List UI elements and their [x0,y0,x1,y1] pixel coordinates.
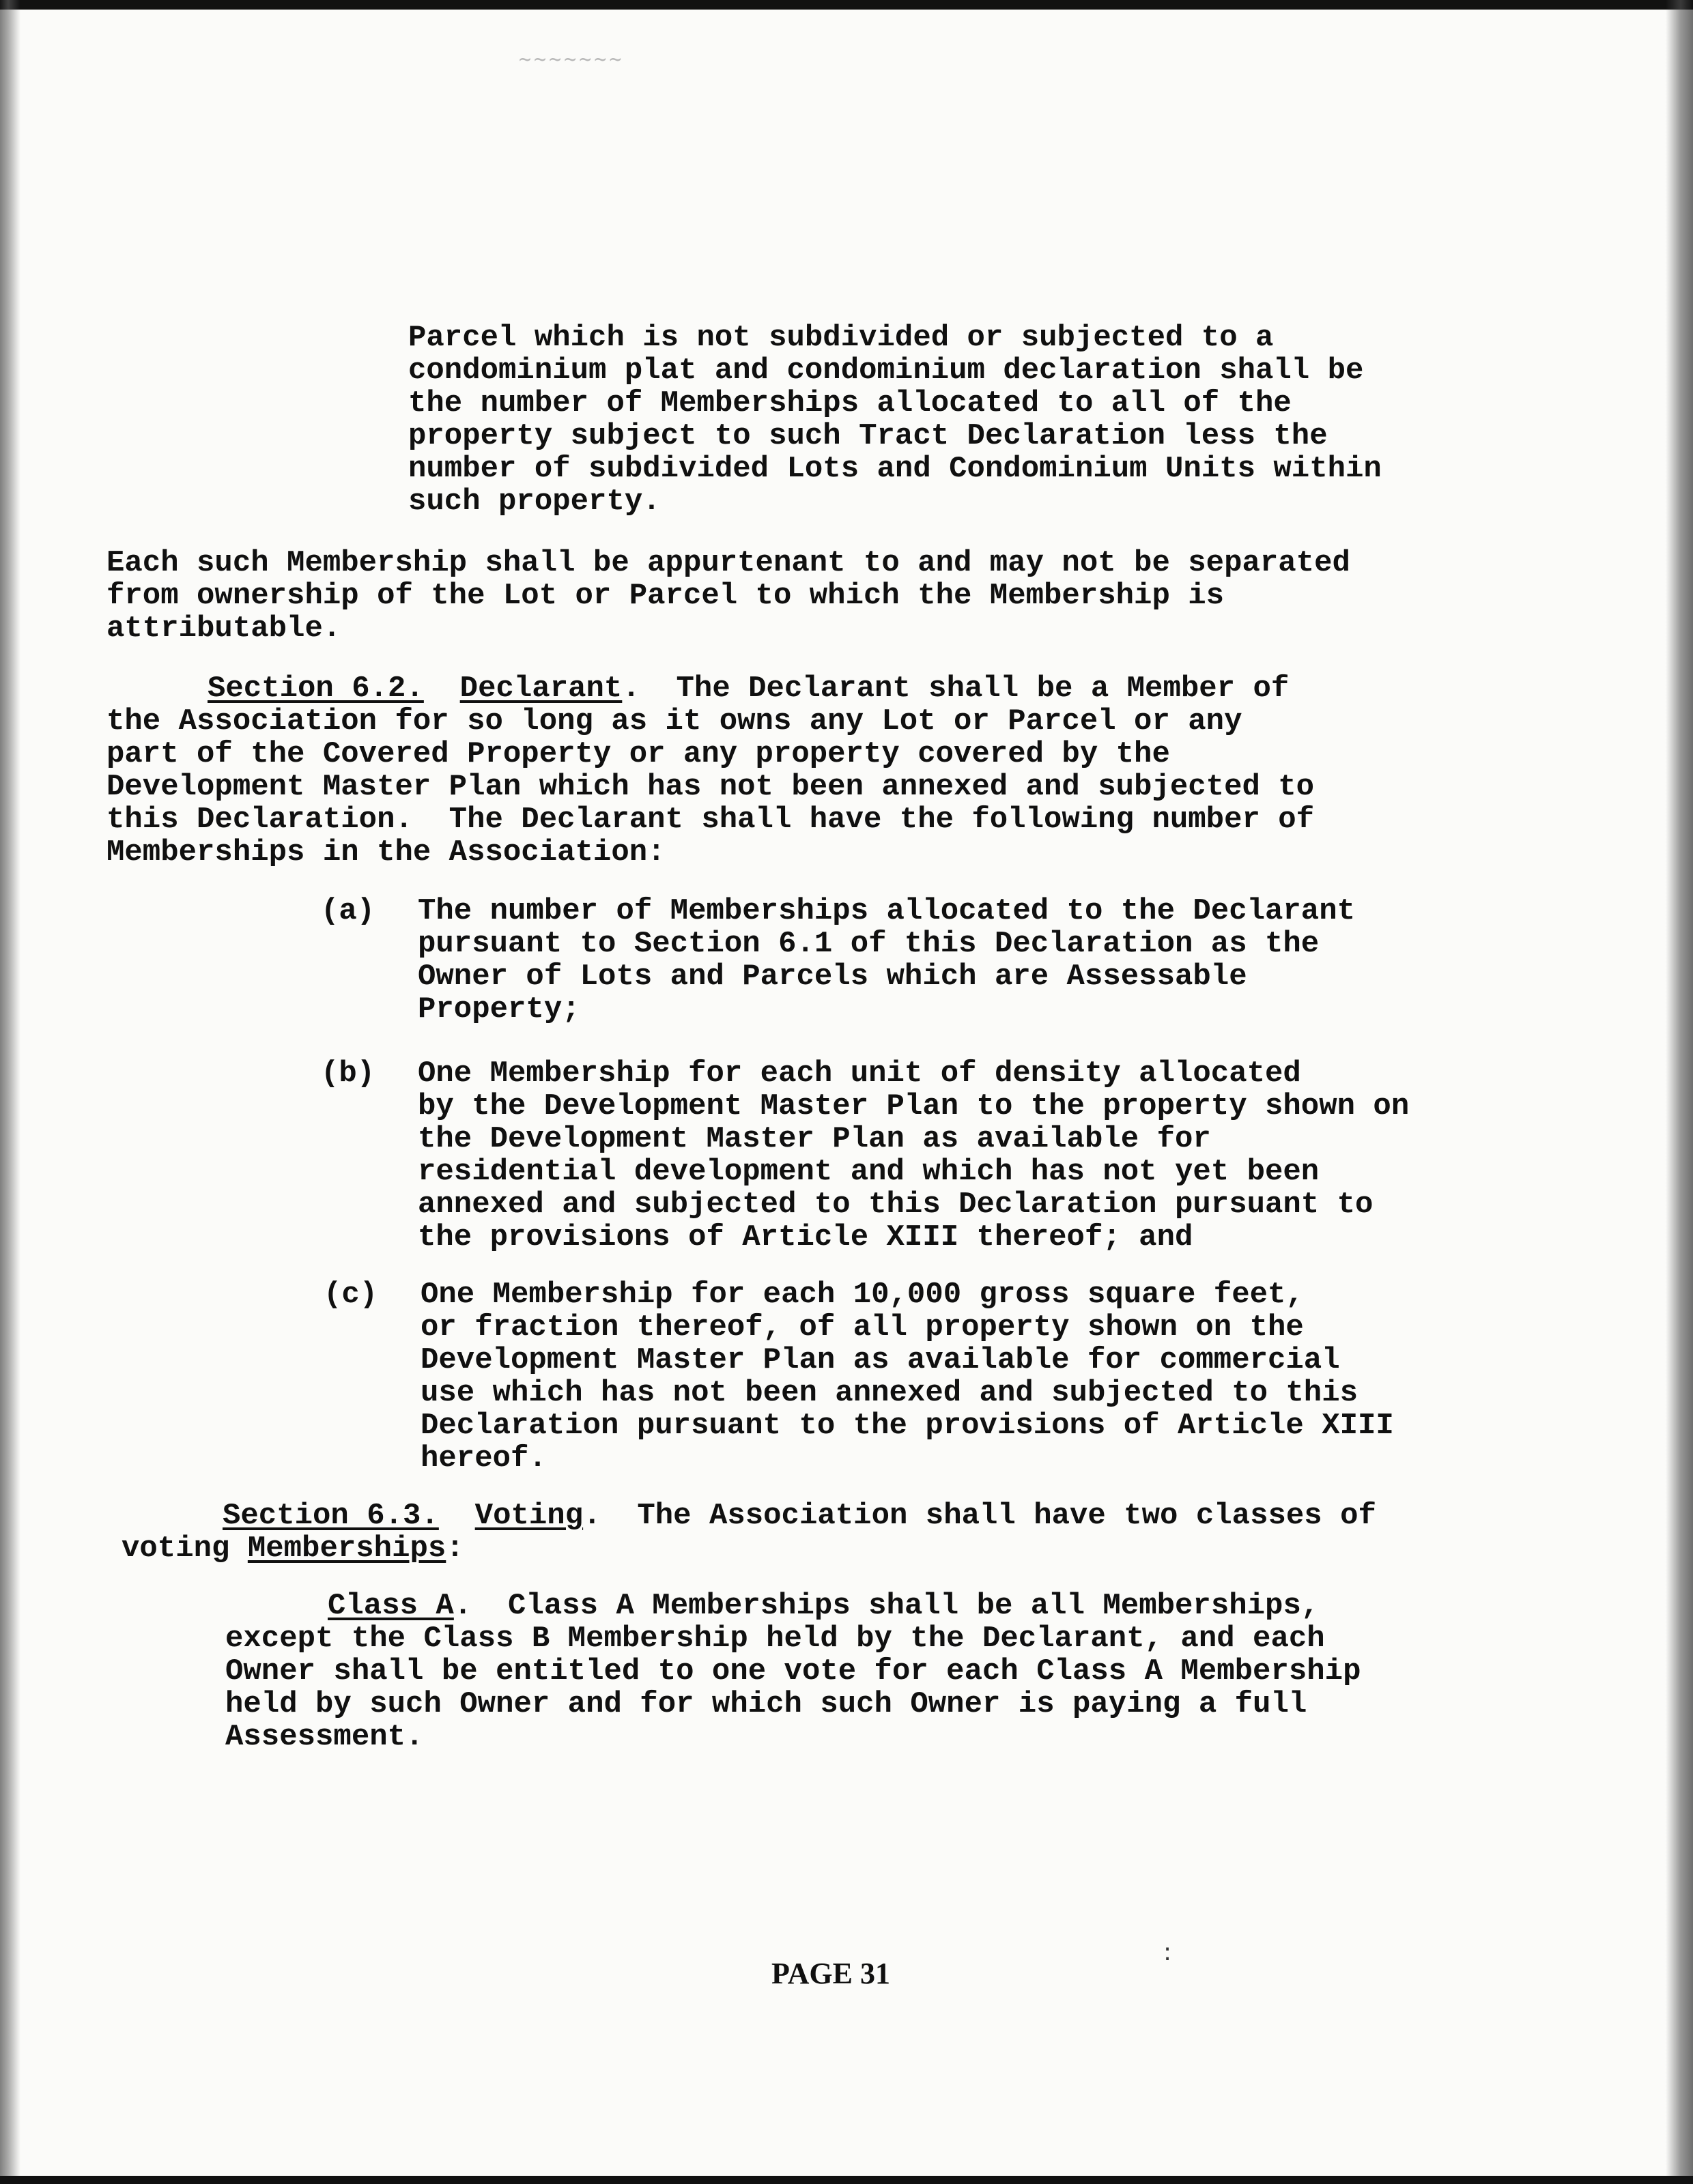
scan-top-edge [0,0,1693,10]
underlined-term: Memberships [247,1532,446,1566]
text-line: Assessment. [225,1720,424,1754]
class-intro-text: . Class A Memberships shall be all Memberships, [453,1589,1320,1623]
text-line: pursuant to Section 6.1 of this Declaration as the [418,927,1320,961]
text-line: condominium plat and condominium declaration shall be [408,354,1364,388]
text-line: the provisions of Article XIII thereof; and [418,1220,1193,1254]
text-line: held by such Owner and for which such Owner is paying a full [225,1687,1307,1721]
text-line: attributable. [106,612,341,646]
list-item-label: (b) [321,1057,375,1091]
text-line: the Association for so long as it owns any Lot or Parcel or any [106,704,1242,738]
page-number: PAGE 31 [771,1957,890,1990]
text-line: One Membership for each 10,000 gross square feet, [421,1278,1304,1312]
text-line: Declaration pursuant to the provisions of Article XIII [421,1409,1394,1443]
text-line: annexed and subjected to this Declaration pursuant to [418,1188,1374,1222]
list-item-label: (a) [321,894,375,928]
text-line: part of the Covered Property or any property covered by the [106,737,1170,771]
text-line: Owner of Lots and Parcels which are Assessable [418,960,1247,994]
text-line: the number of Memberships allocated to all of the [408,386,1292,420]
text-fragment: voting [122,1532,248,1566]
class-heading-line [328,1589,1319,1623]
text-line: property subject to such Tract Declaration less the [408,419,1328,453]
text-line: hereof. [421,1441,547,1476]
text-line: or fraction thereof, of all property shown on the [421,1310,1304,1345]
scan-mark: : [1163,1938,1172,1966]
text-line: use which has not been annexed and subjected to this [421,1376,1358,1410]
text-line: such property. [408,485,661,519]
section-number: Section 6.2. [208,672,424,706]
text-line: Development Master Plan as available for commercial [421,1343,1340,1377]
text-line: this Declaration. The Declarant shall have the following number of [106,803,1315,837]
class-title: Class A [328,1589,454,1623]
text-line: Owner shall be entitled to one vote for each Class A Membership [225,1654,1361,1689]
text-line: the Development Master Plan as available for [418,1122,1211,1156]
text-line: except the Class B Membership held by the Declarant, and each [225,1622,1325,1656]
text-line: Property; [418,992,580,1026]
section-number: Section 6.3. [223,1499,439,1533]
text-line: residential development and which has not yet been [418,1155,1320,1189]
list-item-label: (c) [324,1278,378,1312]
text-line: Parcel which is not subdivided or subjected to a [408,321,1274,355]
text-line: Development Master Plan which has not been annexed and subjected to [106,770,1315,804]
section-heading-line [208,672,1289,706]
text-fragment: : [446,1532,464,1566]
section-title: Declarant [459,672,623,706]
section-intro-text: . The Association shall have two classes of [583,1499,1376,1533]
section-heading-line [223,1499,1376,1533]
scan-bottom-edge [0,2176,1693,2184]
text-line: Each such Membership shall be appurtenant to and may not be separated [106,546,1350,580]
text-line: by the Development Master Plan to the property shown on [418,1089,1410,1123]
text-line: from ownership of the Lot or Parcel to which the Membership is [106,579,1225,613]
scan-left-edge [0,0,20,2184]
section-intro-text: . The Declarant shall be a Member of [622,672,1290,706]
section-title: Voting [474,1499,584,1533]
text-line: Memberships in the Association: [106,835,666,870]
text-line [122,1532,464,1566]
text-line: One Membership for each unit of density allocated [418,1057,1301,1091]
header-stamp: ~~~~~~~ [519,48,625,72]
scan-right-edge [1666,0,1693,2184]
text-line: The number of Memberships allocated to the Declarant [418,894,1356,928]
text-line: number of subdivided Lots and Condominium Units within [408,452,1382,486]
